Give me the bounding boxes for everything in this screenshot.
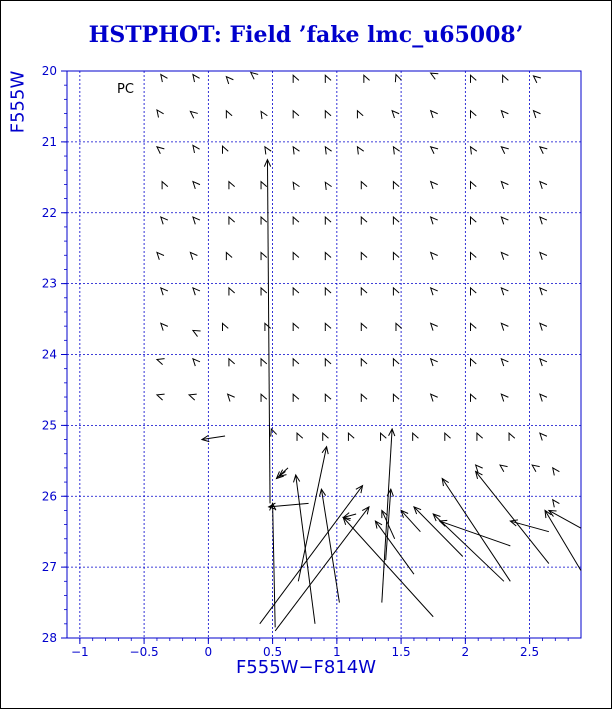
shift-arrow [401, 510, 420, 531]
shift-arrow [533, 76, 540, 83]
shift-arrow [293, 217, 299, 225]
shift-arrow [261, 217, 267, 225]
shift-arrow [226, 77, 233, 84]
shift-arrow [293, 359, 299, 367]
shift-arrow [393, 252, 399, 260]
shift-arrow [293, 323, 299, 331]
shift-arrow [264, 160, 270, 504]
shift-arrow [193, 145, 200, 153]
x-tick-label: 1 [333, 645, 341, 659]
shift-arrow [431, 323, 438, 330]
shift-arrow [298, 447, 328, 582]
shift-arrow [293, 147, 299, 155]
y-tick-label: 22 [41, 205, 57, 220]
shift-arrow [545, 510, 581, 570]
shift-arrow [470, 147, 476, 155]
shift-arrow [470, 217, 476, 225]
shift-arrow [361, 323, 367, 331]
shift-arrow [229, 217, 235, 225]
shift-arrow [161, 323, 168, 330]
shift-arrow [476, 465, 483, 472]
shift-arrow [157, 252, 164, 259]
shift-arrow [357, 147, 363, 155]
shift-arrow [393, 147, 399, 155]
shift-arrow [431, 147, 438, 154]
shift-arrow [325, 111, 331, 119]
shift-arrow [193, 217, 200, 224]
shift-arrow [275, 507, 369, 631]
shift-arrow [540, 433, 547, 440]
shift-arrow [325, 182, 331, 190]
shift-arrow [229, 182, 235, 190]
shift-arrow [293, 75, 299, 83]
shift-arrow [440, 520, 511, 545]
shift-arrow [202, 435, 225, 441]
shift-arrow [414, 507, 463, 557]
shift-arrow [325, 217, 331, 225]
shift-arrow [470, 394, 476, 402]
shift-arrow [381, 433, 387, 441]
y-tick-label: 24 [41, 347, 57, 362]
shift-arrow [553, 468, 560, 476]
shift-arrow [433, 514, 504, 581]
x-tick-label: 1.5 [391, 645, 411, 659]
shift-arrow [361, 217, 367, 225]
shift-arrow [470, 252, 476, 260]
shift-arrow [271, 429, 277, 437]
shift-arrow [540, 394, 547, 401]
shift-arrow [229, 359, 235, 367]
pc-annotation: PC [117, 82, 134, 97]
shift-arrow [226, 252, 232, 260]
shift-arrow [361, 252, 367, 260]
shift-arrow [348, 433, 354, 441]
shift-arrow [470, 288, 476, 296]
shift-arrow [375, 521, 414, 574]
shift-arrow [297, 433, 303, 441]
x-tick-label: −0.5 [129, 645, 159, 659]
shift-arrow [382, 510, 395, 538]
shift-arrow [193, 330, 201, 336]
shift-arrow [251, 72, 258, 79]
shift-arrow [540, 182, 547, 189]
shift-arrow [161, 217, 168, 224]
shift-arrow [193, 75, 200, 83]
shift-arrow [361, 394, 367, 402]
shift-arrow [540, 147, 547, 154]
shift-arrow [269, 503, 309, 509]
shift-arrow [540, 217, 547, 224]
shift-arrow [193, 182, 200, 189]
x-tick-label: 2 [461, 645, 470, 659]
shift-arrow [261, 182, 267, 190]
x-tick-label: 2.5 [520, 645, 540, 659]
shift-arrow [161, 75, 168, 83]
shift-arrow [470, 359, 476, 367]
shift-arrow [293, 182, 299, 190]
shift-arrow [431, 73, 439, 79]
shift-arrow [470, 111, 476, 119]
shift-arrow [161, 288, 168, 295]
shift-arrow [393, 394, 399, 402]
shift-arrow [501, 182, 508, 189]
shift-arrow [361, 182, 367, 190]
shift-arrow [393, 359, 399, 367]
shift-arrow [293, 252, 299, 260]
x-axis-label: F555W−F814W [235, 657, 377, 678]
shift-arrow [533, 111, 540, 118]
shift-arrow [261, 359, 267, 367]
shift-arrow [501, 394, 508, 401]
y-tick-label: 23 [41, 276, 57, 291]
shift-arrow [431, 359, 438, 366]
shift-arrow [470, 75, 476, 83]
shift-arrow [343, 513, 356, 519]
shift-arrow [540, 252, 547, 259]
x-tick-label: 0.5 [263, 645, 283, 659]
shift-arrow [190, 111, 197, 118]
shift-arrow [193, 288, 200, 295]
shift-arrow [319, 489, 339, 602]
shift-arrow [157, 110, 164, 118]
shift-arrow [393, 288, 399, 296]
shift-arrow [540, 359, 547, 366]
shift-arrow [413, 433, 419, 441]
y-tick-label: 28 [41, 631, 57, 645]
shift-arrow [361, 288, 367, 296]
shift-arrow [470, 182, 476, 190]
shift-arrow [226, 111, 232, 119]
shift-arrow [325, 288, 331, 296]
shift-arrow [501, 359, 508, 366]
shift-arrow [431, 252, 438, 259]
shift-arrow [361, 359, 367, 367]
y-axis-label: F555W [7, 70, 29, 134]
shift-arrow [442, 479, 510, 582]
shift-arrow [500, 465, 508, 472]
shift-arrow [325, 252, 331, 260]
shift-arrow [470, 323, 476, 331]
shift-arrow [393, 182, 399, 190]
shift-arrow [501, 323, 508, 330]
shift-arrow [431, 182, 438, 189]
shift-arrow [261, 252, 267, 260]
shift-arrow [431, 394, 438, 401]
shift-arrow [162, 182, 168, 190]
shift-arrow [157, 394, 165, 400]
shift-arrow [431, 111, 438, 118]
shift-arrow [294, 475, 315, 624]
shift-arrow [157, 147, 164, 154]
shift-arrow [501, 147, 508, 154]
shift-arrow [325, 394, 331, 402]
shift-arrow [501, 217, 508, 224]
shift-arrow [325, 323, 331, 331]
shift-arrow [193, 359, 200, 366]
shift-arrow [501, 111, 508, 118]
shift-arrow [325, 359, 331, 367]
y-tick-label: 26 [41, 489, 57, 504]
shift-arrow [265, 147, 271, 155]
shift-arrow [325, 75, 331, 83]
y-tick-label: 25 [41, 418, 57, 433]
shift-arrow [157, 359, 165, 365]
shift-arrow [431, 217, 438, 224]
shift-arrow [392, 111, 399, 118]
shift-arrow [229, 288, 235, 296]
x-tick-label: 0 [204, 645, 213, 659]
shift-arrow [540, 323, 547, 330]
shift-arrow [261, 288, 267, 296]
shift-arrow [293, 288, 299, 296]
shift-arrow [503, 75, 509, 83]
shift-arrow [364, 75, 370, 83]
shift-arrow [357, 111, 363, 119]
shift-arrow [509, 433, 515, 441]
y-tick-label: 21 [41, 134, 57, 149]
shift-arrow [261, 111, 267, 119]
shift-arrow [431, 288, 438, 295]
shift-arrow [325, 147, 331, 155]
shift-arrow [189, 394, 197, 400]
shift-arrow [222, 146, 228, 154]
shift-arrow [476, 471, 549, 563]
shift-arrow [553, 500, 560, 508]
shift-arrow [293, 394, 299, 402]
shift-arrow [445, 433, 451, 441]
shift-arrow [501, 252, 508, 259]
shift-arrow [393, 217, 399, 225]
shift-arrow [477, 433, 483, 441]
shift-arrow [190, 252, 197, 259]
x-tick-label: −1 [70, 645, 89, 659]
shift-arrow [228, 394, 235, 401]
shift-arrow [540, 288, 547, 295]
shift-arrow [501, 288, 508, 295]
shift-arrow [222, 323, 228, 331]
shift-arrow [323, 433, 329, 441]
shift-arrow [293, 111, 299, 119]
shift-arrow [395, 75, 401, 83]
shift-arrow [261, 394, 267, 402]
y-tick-label: 27 [41, 560, 57, 575]
shift-arrow [532, 465, 540, 472]
chart-title: HSTPHOT: Field ’fake lmc_u65008’ [88, 22, 524, 48]
y-tick-label: 20 [41, 64, 57, 78]
shift-arrow [265, 323, 271, 331]
